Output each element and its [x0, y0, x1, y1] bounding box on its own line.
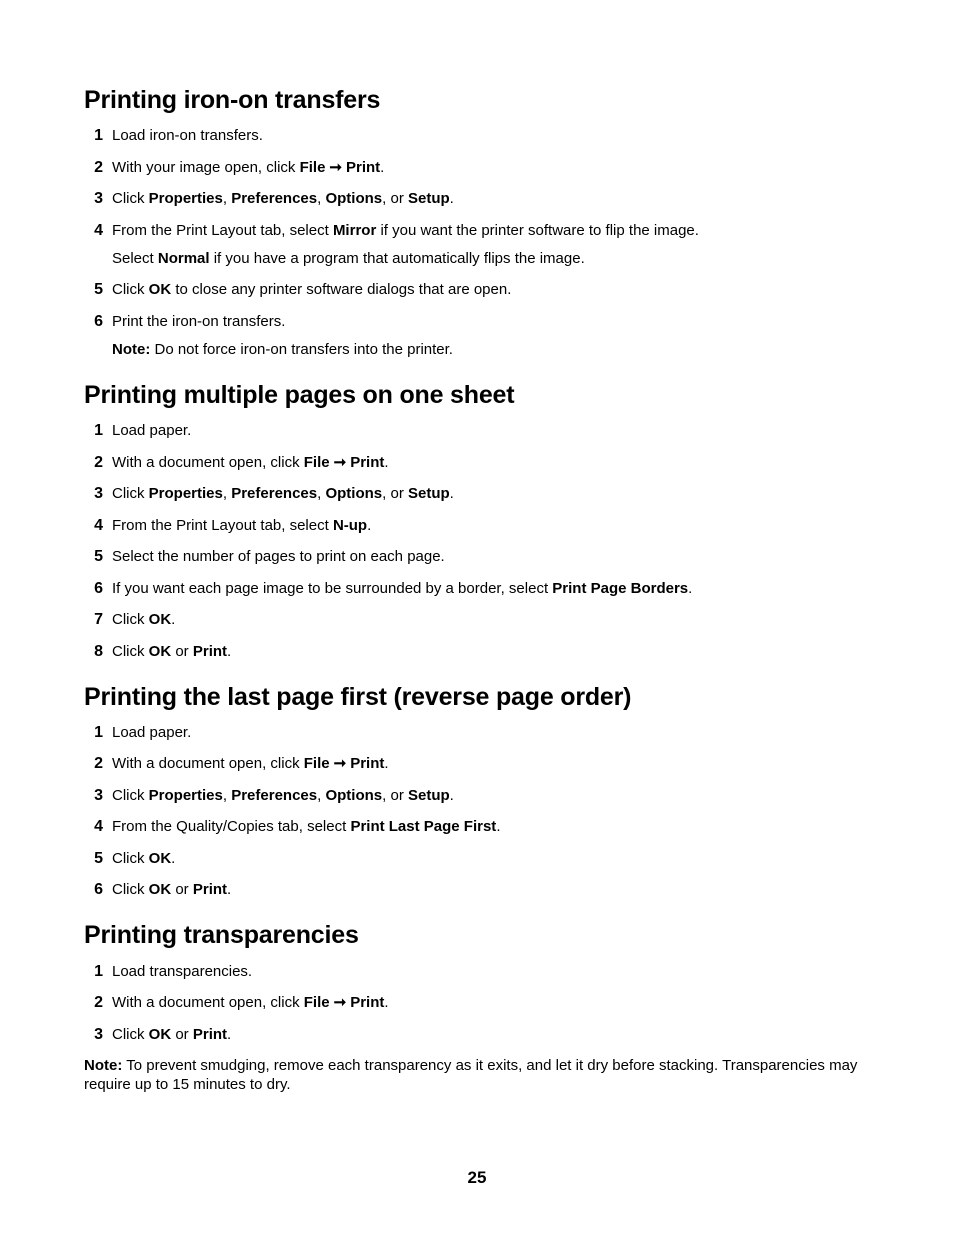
step-text: Click OK or Print.: [112, 1026, 232, 1043]
step-text: Print the iron-on transfers.: [112, 313, 286, 330]
step-number: 3: [94, 1026, 103, 1043]
step-number: 3: [94, 485, 103, 502]
step-number: 3: [94, 787, 103, 804]
step-number: 2: [94, 755, 103, 772]
step-number: 3: [94, 190, 103, 207]
step-text: Select the number of pages to print on each page.: [112, 548, 445, 565]
step-text: Load paper.: [112, 724, 192, 741]
step-number: 2: [94, 159, 103, 176]
section-title-reverse-order: Printing the last page first (reverse page order): [84, 683, 632, 711]
step-text: Load paper.: [112, 422, 192, 439]
step-text: With a document open, click File ➞ Print.: [112, 994, 389, 1011]
step-text: Click Properties, Preferences, Options, or Setup.: [112, 190, 454, 207]
step-text: Click OK or Print.: [112, 643, 232, 660]
step-text: With your image open, click File ➞ Print.: [112, 159, 385, 176]
step-note: Note: Do not force iron-on transfers into the printer.: [112, 341, 453, 358]
step-text: If you want each page image to be surrounded by a border, select Print Page Borders.: [112, 580, 693, 597]
section-title-iron-on: Printing iron-on transfers: [84, 86, 381, 114]
step-number: 4: [94, 517, 103, 534]
step-text: With a document open, click File ➞ Print.: [112, 454, 389, 471]
arrow-right-icon: ➞: [333, 994, 347, 1011]
step-text: Click OK.: [112, 611, 176, 628]
step-number: 4: [94, 222, 103, 239]
step-number: 8: [94, 643, 103, 660]
step-text: Load transparencies.: [112, 963, 253, 980]
page-number: 25: [467, 1168, 487, 1187]
step-number: 5: [94, 281, 103, 298]
step-text: Click OK or Print.: [112, 881, 232, 898]
step-number: 1: [94, 422, 103, 439]
step-number: 1: [94, 963, 103, 980]
step-text: Click Properties, Preferences, Options, or Setup.: [112, 485, 454, 502]
section-note: Note: To prevent smudging, remove each transparency as it exits, and let it dry before stacking. Transparencies may require up to 15 minutes to dry.: [84, 1057, 858, 1093]
arrow-right-icon: ➞: [333, 755, 347, 772]
step-subtext: Select Normal if you have a program that automatically flips the image.: [112, 250, 585, 267]
step-text: With a document open, click File ➞ Print.: [112, 755, 389, 772]
step-number: 1: [94, 127, 103, 144]
step-text: From the Print Layout tab, select N-up.: [112, 517, 372, 534]
step-number: 1: [94, 724, 103, 741]
step-text: Click Properties, Preferences, Options, or Setup.: [112, 787, 454, 804]
step-text: Load iron-on transfers.: [112, 127, 263, 144]
arrow-right-icon: ➞: [333, 454, 347, 471]
step-number: 6: [94, 580, 103, 597]
step-number: 4: [94, 818, 103, 835]
arrow-right-icon: ➞: [329, 159, 342, 176]
section-title-multiple-pages: Printing multiple pages on one sheet: [84, 381, 515, 409]
step-number: 2: [94, 994, 103, 1011]
section-title-transparencies: Printing transparencies: [84, 921, 359, 949]
step-number: 7: [94, 611, 103, 628]
step-text: Click OK.: [112, 850, 176, 867]
step-number: 5: [94, 850, 103, 867]
step-number: 2: [94, 454, 103, 471]
step-number: 6: [94, 313, 103, 330]
step-text: From the Print Layout tab, select Mirror if you want the printer software to flip the image.: [112, 222, 699, 239]
step-text: Click OK to close any printer software dialogs that are open.: [112, 281, 512, 298]
step-text: From the Quality/Copies tab, select Print Last Page First.: [112, 818, 501, 835]
step-number: 5: [94, 548, 103, 565]
step-number: 6: [94, 881, 103, 898]
